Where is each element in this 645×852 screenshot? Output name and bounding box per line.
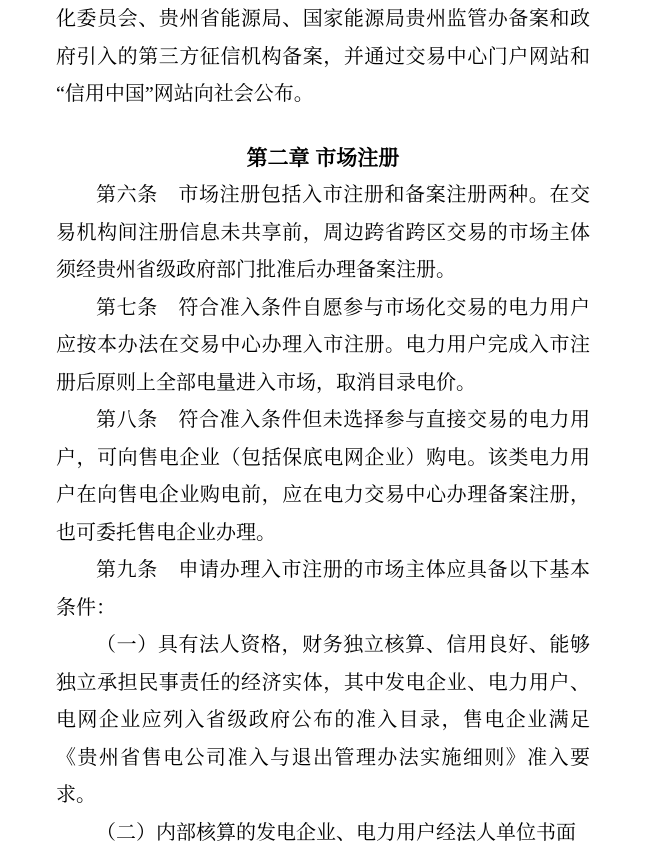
item-2-paragraph: （二）内部核算的发电企业、电力用户经法人单位书面: [56, 815, 590, 852]
article-7-paragraph: 第七条 符合准入条件自愿参与市场化交易的电力用户应按本办法在交易中心办理入市注册。电力用户完成入市注册后原则上全部电量进入市场，取消目录电价。: [56, 290, 590, 403]
chapter-heading: 第二章 市场注册: [56, 140, 590, 178]
paragraph-continuation: 化委员会、贵州省能源局、国家能源局贵州监管办备案和政府引入的第三方征信机构备案，并通过交易中心门户网站和“信用中国”网站向社会公布。: [56, 1, 590, 114]
article-9-paragraph: 第九条 申请办理入市注册的市场主体应具备以下基本条件：: [56, 552, 590, 627]
item-1-paragraph: （一）具有法人资格，财务独立核算、信用良好、能够独立承担民事责任的经济实体，其中发电企业、电力用户、电网企业应列入省级政府公布的准入目录，售电企业满足《贵州省售电公司准入与退出管理办法实施细则》准入要求。: [56, 627, 590, 815]
article-6-paragraph: 第六条 市场注册包括入市注册和备案注册两种。在交易机构间注册信息未共享前，周边跨省跨区交易的市场主体须经贵州省级政府部门批准后办理备案注册。: [56, 177, 590, 290]
article-8-paragraph: 第八条 符合准入条件但未选择参与直接交易的电力用户，可向售电企业（包括保底电网企业）购电。该类电力用户在向售电企业购电前，应在电力交易中心办理备案注册，也可委托售电企业办理。: [56, 402, 590, 552]
